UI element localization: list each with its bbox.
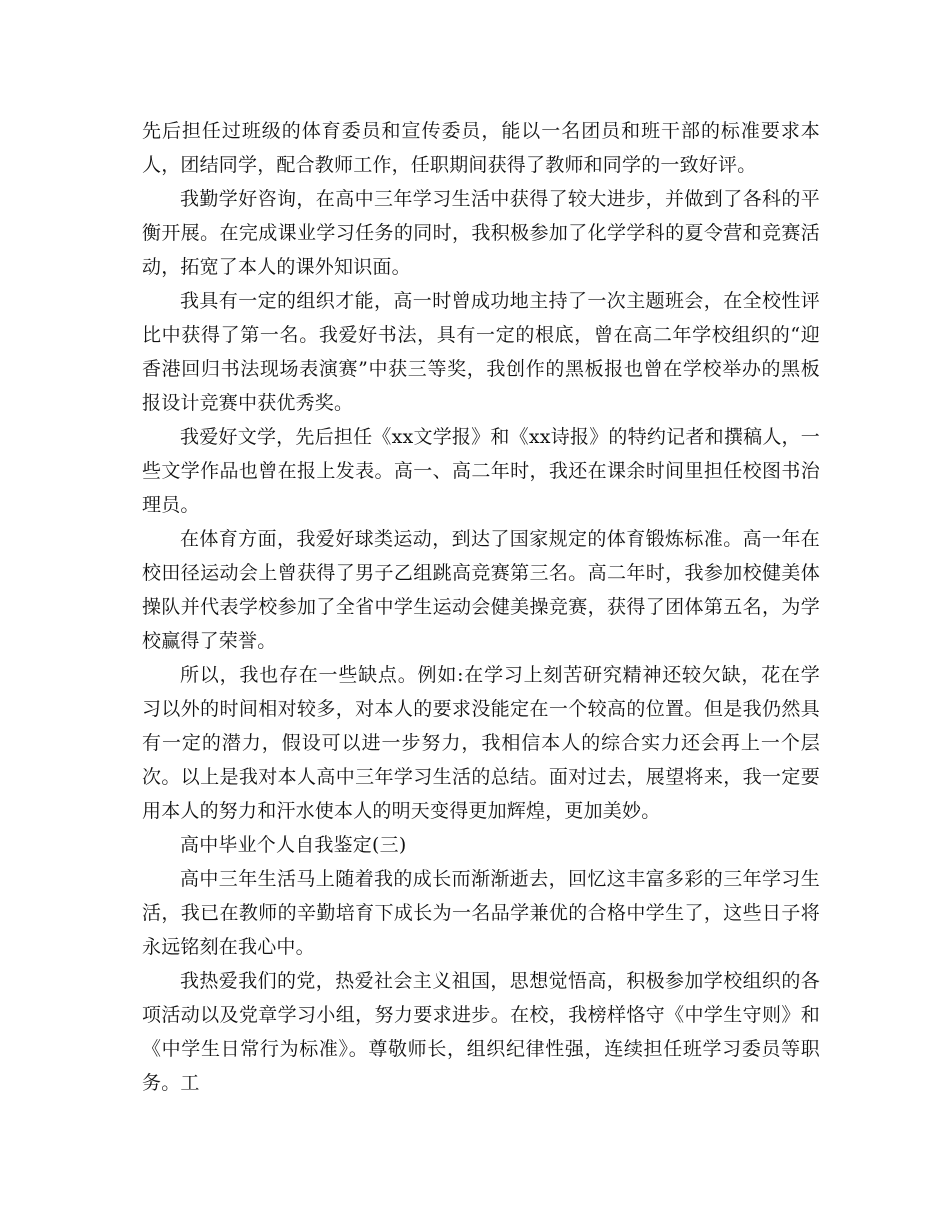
section-heading: 高中毕业个人自我鉴定(三) (180, 834, 407, 856)
paragraph-1: 先后担任过班级的体育委员和宣传委员，能以一名团员和班干部的标准要求本人，团结同学，配合教师工作，任职期间获得了教师和同学的一致好评。 (142, 120, 820, 176)
paragraph-8: 高中三年生活马上随着我的成长而渐渐逝去，回忆这丰富多彩的三年学习生活，我已在教师的辛勤培育下成长为一名品学兼优的合格中学生了，这些日子将永远铭刻在我心中。 (142, 868, 820, 958)
paragraph-3: 我具有一定的组织才能，高一时曾成功地主持了一次主题班会，在全校性评比中获得了第一名。我爱好书法，具有一定的根底，曾在高二年学校组织的“迎香港回归书法现场表演赛”中获三等奖，我创作的黑板报也曾在学校举办的黑板报设计竞赛中获优秀奖。 (142, 290, 820, 414)
paragraph-5: 在体育方面，我爱好球类运动，到达了国家规定的体育锻炼标准。高一年在校田径运动会上曾获得了男子乙组跳高竞赛第三名。高二年时，我参加校健美体操队并代表学校参加了全省中学生运动会健美操竞赛，获得了团体第五名，为学校赢得了荣誉。 (142, 528, 820, 652)
paragraph-6: 所以，我也存在一些缺点。例如:在学习上刻苦研究精神还较欠缺，花在学习以外的时间相对较多，对本人的要求没能定在一个较高的位置。但是我仍然具有一定的潜力，假设可以进一步努力，我相信本人的综合实力还会再上一个层次。以上是我对本人高中三年学习生活的总结。面对过去，展望将来，我一定要用本人的努力和汗水使本人的明天变得更加辉煌，更加美妙。 (142, 664, 820, 822)
paragraph-2: 我勤学好咨询，在高中三年学习生活中获得了较大进步，并做到了各科的平衡开展。在完成课业学习任务的同时，我积极参加了化学学科的夏令营和竞赛活动，拓宽了本人的课外知识面。 (142, 188, 820, 278)
paragraph-4: 我爱好文学，先后担任《xx文学报》和《xx诗报》的特约记者和撰稿人，一些文学作品也曾在报上发表。高一、高二年时，我还在课余时间里担任校图书治理员。 (142, 426, 820, 516)
paragraph-9: 我热爱我们的党，热爱社会主义祖国，思想觉悟高，积极参加学校组织的各项活动以及党章学习小组，努力要求进步。在校，我榜样恪守《中学生守则》和《中学生日常行为标准》。尊敬师长，组织纪律性强，连续担任班学习委员等职务。工 (142, 970, 820, 1094)
